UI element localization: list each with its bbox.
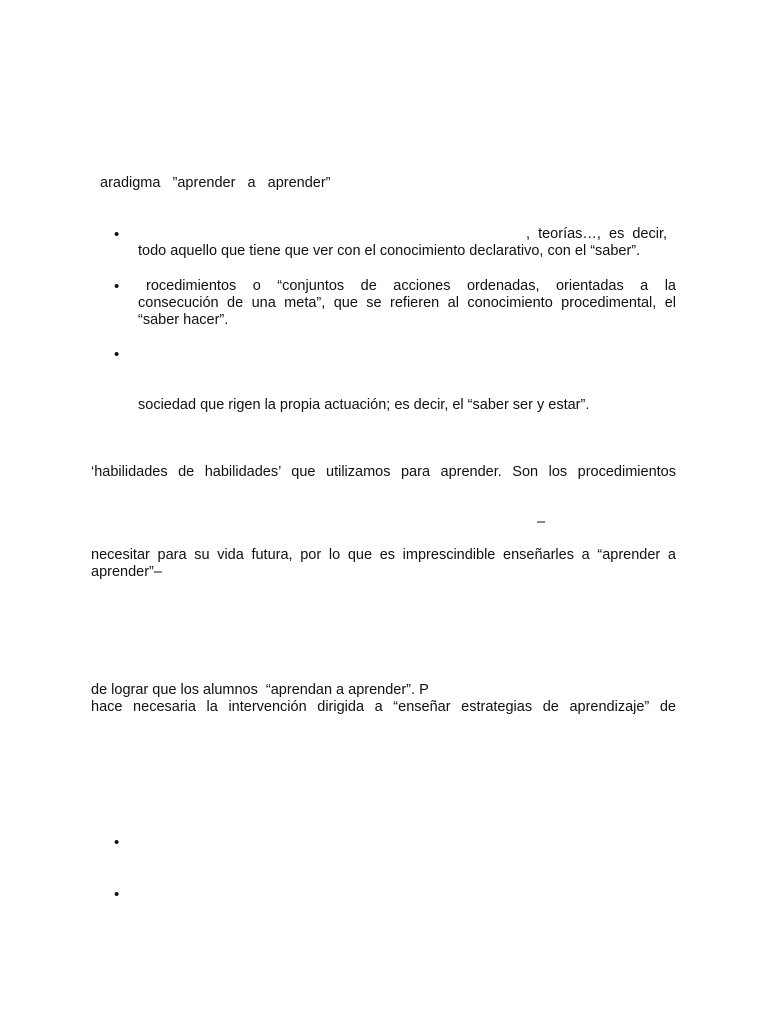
bullet-1-line-1: , teorías…, es decir,: [526, 226, 668, 242]
bullet-marker-1: •: [114, 226, 120, 243]
bullet-3-line-1: sociedad que rigen la propia actuación; es decir, el “saber ser y estar”.: [138, 397, 590, 413]
bullet-1-line-2: todo aquello que tiene que ver con el conocimiento declarativo, con el “saber”.: [138, 243, 641, 259]
paragraph-1: ‘habilidades de habilidades’ que utilizamos para aprender. Son los procedimientos: [91, 464, 676, 480]
paragraph-2-line-1: necesitar para su vida futura, por lo que es imprescindible enseñarles a “aprender a: [91, 547, 676, 563]
bullet-marker-4: •: [114, 834, 120, 851]
bullet-2-line-1: rocedimientos o “conjuntos de acciones ordenadas, orientadas a la: [146, 278, 676, 294]
heading-text: aradigma ”aprender a aprender”: [100, 175, 331, 191]
bullet-marker-3: •: [114, 346, 120, 363]
paragraph-2-line-2: aprender”–: [91, 564, 162, 580]
paragraph-3-line-1: de lograr que los alumnos “aprendan a aprender”. P: [91, 682, 429, 698]
bullet-2-line-2: consecución de una meta”, que se refieren al conocimiento procedimental, el: [138, 295, 676, 311]
bullet-2-line-3: “saber hacer”.: [138, 312, 229, 328]
bullet-marker-5: •: [114, 886, 120, 903]
dash-mark: –: [537, 514, 546, 530]
paragraph-3-line-2: hace necesaria la intervención dirigida a “enseñar estrategias de aprendizaje” de: [91, 699, 676, 715]
bullet-marker-2: •: [114, 278, 120, 295]
